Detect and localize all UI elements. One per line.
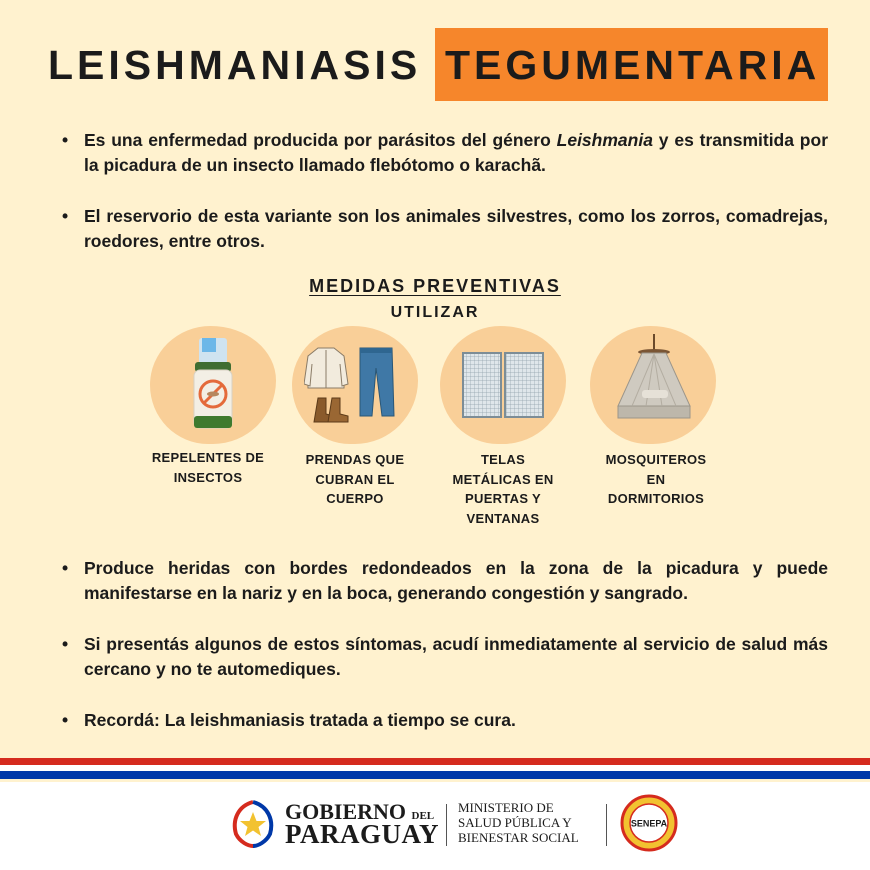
- flag-stripe-blue: [0, 771, 870, 779]
- bullet-text-part: y es transmitida por la picadura de un insecto llamado flebótomo o karachã.: [84, 130, 829, 175]
- bullet-dot: •: [62, 206, 69, 226]
- caption-line: METÁLICAS EN: [452, 471, 554, 487]
- bullet-item: [60, 708, 828, 733]
- measure-caption: [581, 450, 731, 509]
- bullet-item: [60, 128, 828, 178]
- caption-line: DORMITORIOS: [607, 491, 705, 506]
- bullet-dot: •: [62, 634, 69, 654]
- title-part-2: TEGUMENTARIA: [445, 42, 821, 88]
- repellent-spray-icon: [186, 334, 240, 434]
- footer-divider: [446, 804, 447, 846]
- bullet-text: Recordá: La leishmaniasis tratada a tiempo se cura.: [84, 710, 516, 730]
- ministry-line: BIENESTAR SOCIAL: [458, 830, 579, 845]
- bullet-item: [60, 556, 828, 606]
- caption-line: REPELENTES DE: [151, 450, 265, 465]
- window-mesh-icon: [462, 352, 544, 418]
- senepa-logo-text: SENEPA: [630, 818, 668, 829]
- ministry-line: SALUD PÚBLICA Y: [458, 815, 572, 830]
- measure-caption: [280, 450, 430, 509]
- clothing-icon: [304, 344, 404, 428]
- caption-line: CUERPO: [326, 491, 384, 506]
- bullet-text: Produce heridas con bordes redondeados en la zona de la picadura y puede manifestarse en la nariz y en la boca, generando congestión y sangrado.: [84, 558, 828, 603]
- caption-line: MOSQUITEROS: [605, 452, 707, 467]
- measures-subheading: UTILIZAR: [390, 304, 480, 321]
- caption-line: EN: [646, 471, 666, 487]
- bullet-italic-genus: Leishmania: [556, 130, 653, 150]
- ministry-line: MINISTERIO DE: [458, 800, 554, 815]
- ministry-name: [458, 800, 579, 845]
- symptom-bullets: [60, 556, 828, 733]
- caption-line: TELAS: [480, 452, 526, 467]
- caption-line: INSECTOS: [173, 469, 243, 485]
- bullet-item: [60, 204, 828, 254]
- title-part-1: LEISHMANIASIS: [48, 42, 422, 88]
- bullet-text: El reservorio de esta variante son los animales silvestres, como los zorros, comadrejas, roedores, entre otros.: [84, 206, 828, 251]
- measure-caption: [133, 448, 283, 487]
- title-banner: [0, 28, 870, 101]
- intro-bullets: [60, 128, 828, 254]
- bullet-dot: •: [62, 130, 69, 150]
- flag-stripe-red: [0, 758, 870, 765]
- caption-line: PRENDAS QUE: [305, 452, 405, 467]
- gov-logo-line2: PARAGUAY: [285, 819, 440, 849]
- senepa-logo: [620, 794, 678, 852]
- title-highlight-box: [435, 28, 828, 101]
- caption-line: PUERTAS Y: [465, 491, 541, 506]
- measure-caption: [428, 450, 578, 528]
- bullet-dot: •: [62, 558, 69, 578]
- bullet-text-part: Es una enfermedad producida por parásitos del género: [84, 130, 557, 150]
- bullet-item: [60, 632, 828, 682]
- bullet-dot: •: [62, 710, 69, 730]
- government-emblem-icon: [228, 798, 278, 848]
- gov-logo-line1: GOBIERNO DEL: [285, 799, 435, 824]
- footer-divider: [606, 804, 607, 846]
- measures-heading: MEDIDAS PREVENTIVAS: [309, 276, 561, 296]
- caption-line: CUBRAN EL: [315, 471, 395, 487]
- mosquito-net-icon: [612, 334, 696, 426]
- footer: [0, 782, 870, 870]
- bullet-text: Si presentás algunos de estos síntomas, acudí inmediatamente al servicio de salud más cercano y no te automediques.: [84, 634, 828, 679]
- caption-line: VENTANAS: [466, 510, 540, 526]
